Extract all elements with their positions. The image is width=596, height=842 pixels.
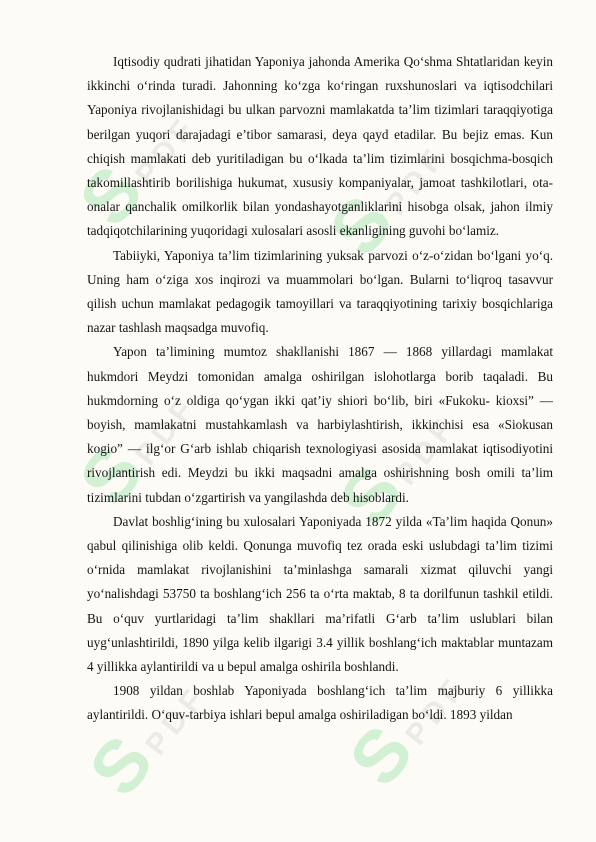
paragraph: Iqtisodiy qudrati jihatidan Yaponiya jahonda Amerika Qo‘shma Shtatlaridan keyin ikkinchi o‘rinda turadi. Jahonning ko‘zga ko‘ringan ruxshunoslari va iqtisodchilari Yaponiya rivojlanishidagi bu ulkan parvozni mamlakatda ta’lim tizimlari taraqqiyotiga berilgan yuqori darajadagi e’tibor samarasi, deya qayd etadilar. Bu bejiz emas. Kun chiqish mamlakati deb yuritiladigan bu o‘lkada ta’lim tizimlarini bosqichma-bosqich takomillashtirib borilishiga hukumat, xususiy kompaniyalar, jamoat tashkilotlari, ota-onalar qanchalik omilkorlik bilan yondashayotganliklarini hisobga olsak, jahon ilmiy tadqiqotchilarining yuqoridagi xulosalari asosli ekanligining guvohi bo‘lamiz. [87,54,553,239]
watermark: SPDF [322,409,464,541]
watermark: SPDF [62,109,204,241]
paragraph: Yapon ta’limining mumtoz shakllanishi 1867 — 1868 yillardagi mamlakat hukmdori Meydzi tomonidan amalga oshirilgan islohotlarga borib taqaladi. Bu hukmdorning o‘z oldiga qo‘ygan ikki qat’iy shiori bo‘lib, biri «Fukoku- kioxsi” — boyish, mamlakatni mustahkamlash va harbiylashtirish, ikkinchisi esa «Siokusan kogio” — ilg‘or G‘arb ishlab chiqarish texnologiyasi asosida mamlakat iqtisodiyotini rivojlantirish edi. Meydzi bu ikki maqsadni amalga oshirishning bosh omili ta’lim tizimlarini tubdan o‘zgartirish va yangilashda deb hisoblardi. [87,344,553,505]
watermark: SPDF [62,389,204,521]
paragraph: Davlat boshlig‘ining bu xulosalari Yaponiyada 1872 yilda «Ta’lim haqida Qonun» qabul qilinishiga olib keldi. Qonunga muvofiq tez orada eski uslubdagi ta’lim tizimi o‘rnida mamlakat rivojlanishini ta’minlashga samarali xizmat qiluvchi yangi yo‘nalishdagi 53750 ta boshlang‘ich 256 ta o‘rta maktab, 8 ta dorilfunun tashkil etildi. Bu o‘quv yurtlaridagi ta’lim shakllari ma’rifatli G‘arb ta’lim uslublari bilan uyg‘unlashtirildi, 1890 yilga kelib ilgarigi 3.4 yillik boshlang‘ich maktablar muntazam 4 yillikka aylantirildi va u bepul amalga oshirila boshlandi. [87,513,553,675]
watermark: SPDF [72,679,214,811]
paragraph: Tabiiyki, Yaponiya ta’lim tizimlarining yuksak parvozi o‘z-o‘zidan bo‘lgani yo‘q. Uning ham o‘ziga xos inqirozi va muammolari bo‘lgan. Bularni to‘liqroq tasavvur qilish uchun mamlakat pedagogik tamoyillari va taraqqiyotining tarixiy bosqichlariga nazar tashlash maqsadga muvofiq. [87,247,553,336]
watermark: SPDF [312,139,454,271]
document-body [87,50,553,728]
paragraph: 1908 yildan boshlab Yaponiyada boshlang‘ich ta’lim majburiy 6 yillikka aylantirildi. O‘quv-tarbiya ishlari bepul amalga oshiriladigan bo‘ldi. 1893 yildan [87,683,553,723]
watermark: SPDF [332,669,474,801]
